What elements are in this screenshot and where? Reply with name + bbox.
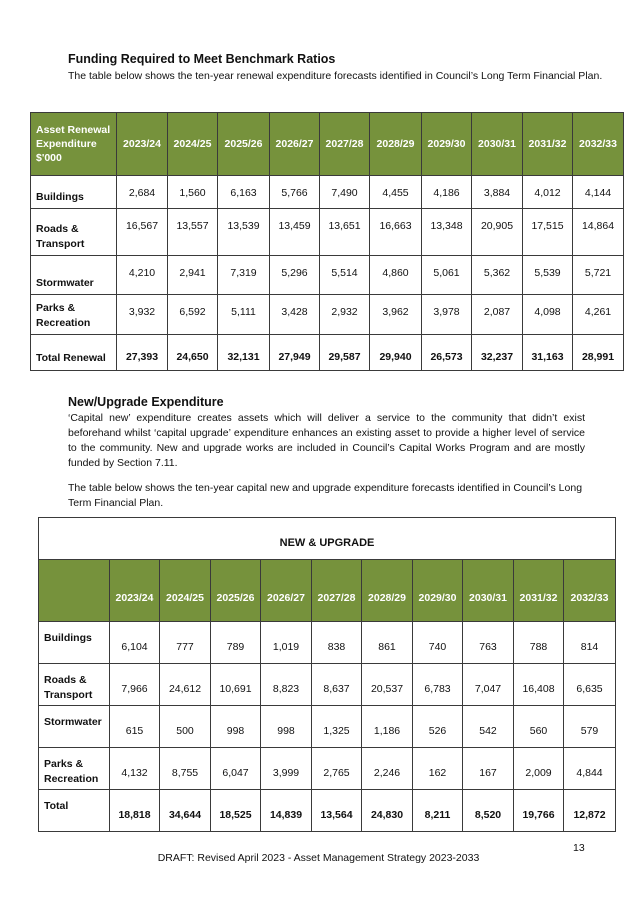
- table-cell: 560: [514, 706, 564, 748]
- table-cell: 838: [312, 622, 362, 664]
- table-cell: 4,455: [370, 176, 422, 209]
- table-cell: 2,087: [472, 295, 523, 335]
- table-cell: 4,144: [573, 176, 624, 209]
- table-row: [31, 295, 624, 335]
- table-cell: 17,515: [523, 209, 573, 256]
- table-cell: 24,650: [168, 335, 218, 371]
- table-cell: 29,587: [320, 335, 370, 371]
- table2-title: NEW & UPGRADE: [39, 518, 616, 560]
- table1-year-header: 2030/31: [472, 113, 523, 176]
- table-cell: 777: [160, 622, 211, 664]
- table-cell: 2,765: [312, 748, 362, 790]
- table-cell: 8,211: [413, 790, 463, 832]
- table-cell: 7,319: [218, 256, 270, 295]
- table-cell: 6,163: [218, 176, 270, 209]
- table-cell: 12,872: [564, 790, 616, 832]
- table-cell: 5,111: [218, 295, 270, 335]
- table-cell: 3,999: [261, 748, 312, 790]
- table-cell: 1,325: [312, 706, 362, 748]
- table-cell: 5,061: [422, 256, 472, 295]
- table-cell: 13,539: [218, 209, 270, 256]
- table-cell: 16,567: [117, 209, 168, 256]
- table-cell: 24,830: [362, 790, 413, 832]
- table-cell: 861: [362, 622, 413, 664]
- table-cell: 13,564: [312, 790, 362, 832]
- table1-year-header: 2031/32: [523, 113, 573, 176]
- table2-year-header: 2024/25: [160, 560, 211, 622]
- table-cell: 29,940: [370, 335, 422, 371]
- table-row: [39, 622, 616, 664]
- table-cell: 14,839: [261, 790, 312, 832]
- table-cell: 26,573: [422, 335, 472, 371]
- row-label: Stormwater: [39, 706, 110, 748]
- table2-year-header: 2031/32: [514, 560, 564, 622]
- renewal-expenditure-table: [30, 112, 624, 371]
- table-cell: 998: [211, 706, 261, 748]
- table-cell: 2,941: [168, 256, 218, 295]
- table-cell: 6,592: [168, 295, 218, 335]
- table-cell: 8,520: [463, 790, 514, 832]
- table-cell: 19,766: [514, 790, 564, 832]
- table-cell: 763: [463, 622, 514, 664]
- table-cell: 1,560: [168, 176, 218, 209]
- table-cell: 34,644: [160, 790, 211, 832]
- table-cell: 1,019: [261, 622, 312, 664]
- table-cell: 6,635: [564, 664, 616, 706]
- table-cell: 6,104: [110, 622, 160, 664]
- table-cell: 814: [564, 622, 616, 664]
- table-cell: 788: [514, 622, 564, 664]
- row-label: Parks & Recreation: [39, 748, 110, 790]
- table-cell: 3,962: [370, 295, 422, 335]
- section-heading-new-upgrade: New/Upgrade Expenditure: [68, 395, 224, 409]
- section-paragraph-new-upgrade: ‘Capital new’ expenditure creates assets which will deliver a service to the community that didn’t exist beforehand whilst ‘capital upgrade’ expenditure enhances an existing asset to provide a higher level of service to the community. New and upgrade works are included in Council’s Capital Works Program and are mostly funded by Section 7.11.: [68, 412, 585, 469]
- table-cell: 3,428: [270, 295, 320, 335]
- table-cell: 13,651: [320, 209, 370, 256]
- table-cell: 32,237: [472, 335, 523, 371]
- table-cell: 3,932: [117, 295, 168, 335]
- table-row: [31, 176, 624, 209]
- table-cell: 4,844: [564, 748, 616, 790]
- table-cell: 2,009: [514, 748, 564, 790]
- table-cell: 998: [261, 706, 312, 748]
- table-cell: 542: [463, 706, 514, 748]
- row-label: Stormwater: [31, 256, 117, 295]
- table-cell: 4,860: [370, 256, 422, 295]
- table2-year-header: 2029/30: [413, 560, 463, 622]
- table1-year-header: 2032/33: [573, 113, 624, 176]
- row-label: Parks & Recreation: [31, 295, 117, 335]
- table-cell: 13,348: [422, 209, 472, 256]
- row-label: Buildings: [31, 176, 117, 209]
- table-cell: 162: [413, 748, 463, 790]
- table-cell: 740: [413, 622, 463, 664]
- row-label: Buildings: [39, 622, 110, 664]
- table-cell: 579: [564, 706, 616, 748]
- table1-header-label: Asset Renewal Expenditure $'000: [31, 113, 117, 176]
- section-heading-benchmark: Funding Required to Meet Benchmark Ratios: [68, 52, 336, 66]
- table-cell: 7,047: [463, 664, 514, 706]
- table-cell: 2,684: [117, 176, 168, 209]
- table-cell: 14,864: [573, 209, 624, 256]
- table-cell: 4,186: [422, 176, 472, 209]
- table-cell: 20,905: [472, 209, 523, 256]
- table-row-total: [39, 790, 616, 832]
- table1-year-header: 2024/25: [168, 113, 218, 176]
- table-cell: 4,261: [573, 295, 624, 335]
- table-cell: 5,721: [573, 256, 624, 295]
- table-cell: 8,637: [312, 664, 362, 706]
- table2-year-header: 2026/27: [261, 560, 312, 622]
- new-upgrade-expenditure-table: [38, 517, 616, 832]
- table-cell: 5,296: [270, 256, 320, 295]
- table-row: [39, 706, 616, 748]
- table-cell: 18,525: [211, 790, 261, 832]
- table-cell: 7,966: [110, 664, 160, 706]
- table-cell: 167: [463, 748, 514, 790]
- table-cell: 1,186: [362, 706, 413, 748]
- table-cell: 2,246: [362, 748, 413, 790]
- table-cell: 526: [413, 706, 463, 748]
- table-cell: 7,490: [320, 176, 370, 209]
- table1-year-header: 2026/27: [270, 113, 320, 176]
- table-cell: 4,098: [523, 295, 573, 335]
- table-cell: 28,991: [573, 335, 624, 371]
- row-label: Total Renewal: [31, 335, 117, 371]
- table-cell: 2,932: [320, 295, 370, 335]
- table-cell: 5,362: [472, 256, 523, 295]
- table1-year-header: 2025/26: [218, 113, 270, 176]
- table-cell: 500: [160, 706, 211, 748]
- table-cell: 27,949: [270, 335, 320, 371]
- table-cell: 4,012: [523, 176, 573, 209]
- table2-year-header: 2025/26: [211, 560, 261, 622]
- table-row: [39, 664, 616, 706]
- section-intro-new-upgrade: The table below shows the ten-year capital new and upgrade expenditure forecasts identified in Council’s Long Term Financial Plan.: [68, 482, 583, 509]
- row-label: Roads & Transport: [31, 209, 117, 256]
- table-cell: 24,612: [160, 664, 211, 706]
- table-cell: 3,884: [472, 176, 523, 209]
- table-cell: 5,539: [523, 256, 573, 295]
- table-cell: 31,163: [523, 335, 573, 371]
- table1-year-header: 2027/28: [320, 113, 370, 176]
- table-row: [39, 748, 616, 790]
- table-cell: 13,557: [168, 209, 218, 256]
- table2-year-header: 2027/28: [312, 560, 362, 622]
- table2-year-header: 2023/24: [110, 560, 160, 622]
- table-cell: 615: [110, 706, 160, 748]
- table2-year-header: 2030/31: [463, 560, 514, 622]
- table1-year-header: 2029/30: [422, 113, 472, 176]
- table-cell: 4,210: [117, 256, 168, 295]
- table2-year-header: 2032/33: [564, 560, 616, 622]
- table-cell: 32,131: [218, 335, 270, 371]
- table1-year-header: 2028/29: [370, 113, 422, 176]
- table-row: [31, 209, 624, 256]
- section-intro-benchmark: The table below shows the ten-year renewal expenditure forecasts identified in Council’s Long Term Financial Plan.: [68, 70, 603, 82]
- table-cell: 16,663: [370, 209, 422, 256]
- table-cell: 10,691: [211, 664, 261, 706]
- table-cell: 27,393: [117, 335, 168, 371]
- table-cell: 8,755: [160, 748, 211, 790]
- page-footer: DRAFT: Revised April 2023 - Asset Management Strategy 2023-2033: [157, 852, 480, 864]
- table-cell: 16,408: [514, 664, 564, 706]
- table-cell: 5,766: [270, 176, 320, 209]
- row-label: Total: [39, 790, 110, 832]
- page-number: 13: [573, 842, 585, 854]
- table-cell: 5,514: [320, 256, 370, 295]
- table-cell: 6,047: [211, 748, 261, 790]
- table-row: [31, 256, 624, 295]
- table2-header-blank: [39, 560, 110, 622]
- table-cell: 8,823: [261, 664, 312, 706]
- table-row-total: [31, 335, 624, 371]
- table-cell: 4,132: [110, 748, 160, 790]
- table-cell: 20,537: [362, 664, 413, 706]
- table2-year-header: 2028/29: [362, 560, 413, 622]
- row-label: Roads & Transport: [39, 664, 110, 706]
- table-cell: 18,818: [110, 790, 160, 832]
- table-cell: 6,783: [413, 664, 463, 706]
- table-cell: 789: [211, 622, 261, 664]
- table-cell: 13,459: [270, 209, 320, 256]
- table1-year-header: 2023/24: [117, 113, 168, 176]
- table-cell: 3,978: [422, 295, 472, 335]
